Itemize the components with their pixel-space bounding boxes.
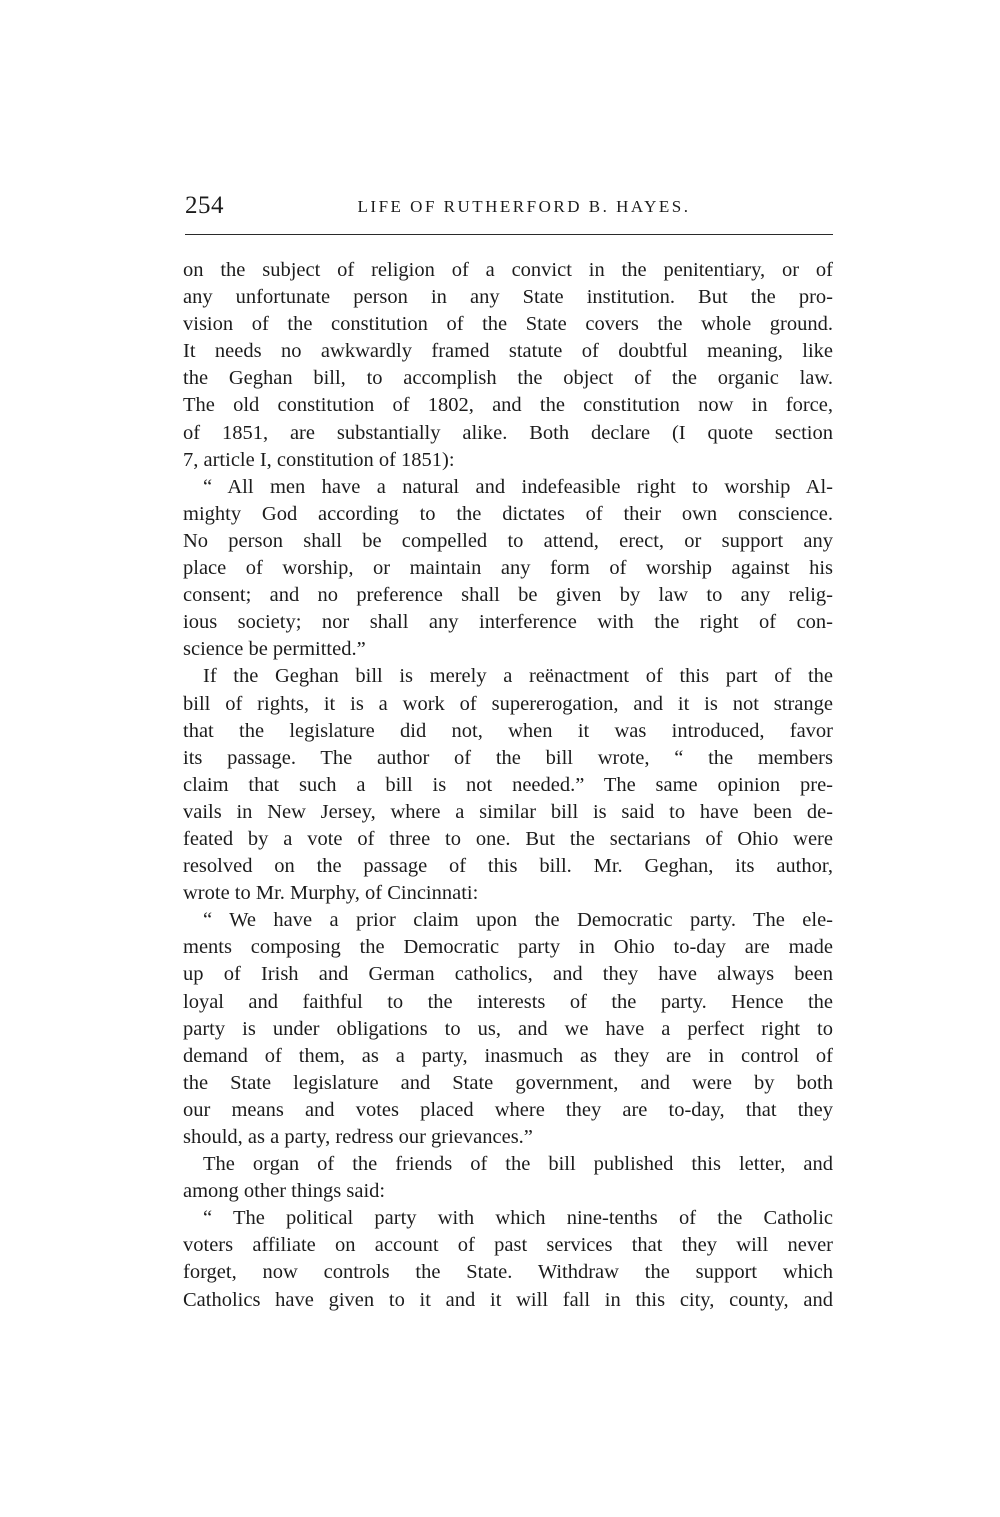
- text-line: It needs no awkwardly framed statute of doubtful meaning, like: [183, 340, 833, 363]
- text-line: of 1851, are substantially alike. Both declare (I quote section: [183, 421, 833, 444]
- running-title: LIFE OF RUTHERFORD B. HAYES.: [357, 197, 691, 216]
- text-line: If the Geghan bill is merely a reënactment of this part of the: [203, 665, 833, 688]
- text-line: demand of them, as a party, inasmuch as they are in control of: [183, 1044, 833, 1067]
- text-line: claim that such a bill is not needed.” The same opinion pre-: [183, 773, 833, 796]
- text-line: vision of the constitution of the State covers the whole ground.: [183, 313, 833, 336]
- text-line: its passage. The author of the bill wrote, “ the members: [183, 746, 833, 769]
- text-line: “ We have a prior claim upon the Democratic party. The ele-: [203, 909, 833, 932]
- text-line: that the legislature did not, when it was introduced, favor: [183, 719, 833, 742]
- text-line: feated by a vote of three to one. But the sectarians of Ohio were: [183, 827, 833, 850]
- text-line: up of Irish and German catholics, and they have always been: [183, 963, 833, 986]
- text-line: consent; and no preference shall be given by law to any relig-: [183, 584, 833, 607]
- text-line: place of worship, or maintain any form of worship against his: [183, 557, 833, 580]
- text-line: our means and votes placed where they are to-day, that they: [183, 1098, 833, 1121]
- page-header: [185, 192, 833, 232]
- text-line: “ The political party with which nine-tenths of the Catholic: [203, 1207, 833, 1230]
- text-line: voters affiliate on account of past services that they will never: [183, 1234, 833, 1257]
- text-line: vails in New Jersey, where a similar bill is said to have been de-: [183, 800, 833, 823]
- text-line: “ All men have a natural and indefeasible right to worship Al-: [203, 475, 833, 498]
- text-line: any unfortunate person in any State institution. But the pro-: [183, 286, 833, 309]
- text-line: mighty God according to the dictates of their own conscience.: [183, 502, 833, 525]
- page-number: 254: [185, 192, 224, 219]
- text-line: resolved on the passage of this bill. Mr. Geghan, its author,: [183, 855, 833, 878]
- text-line: science be permitted.”: [183, 638, 366, 661]
- text-line: bill of rights, it is a work of supererogation, and it is not strange: [183, 692, 833, 715]
- text-line: ious society; nor shall any interference with the right of con-: [183, 611, 833, 634]
- text-line: The old constitution of 1802, and the constitution now in force,: [183, 394, 833, 417]
- text-line: forget, now controls the State. Withdraw the support which: [183, 1261, 833, 1284]
- text-line: party is under obligations to us, and we have a perfect right to: [183, 1017, 833, 1040]
- text-line: 7, article I, constitution of 1851):: [183, 448, 455, 471]
- header-rule: [185, 234, 833, 235]
- text-line: the State legislature and State government, and were by both: [183, 1071, 833, 1094]
- body-text: [183, 257, 833, 1314]
- text-line: ments composing the Democratic party in Ohio to-day are made: [183, 936, 833, 959]
- text-line: wrote to Mr. Murphy, of Cincinnati:: [183, 882, 479, 905]
- text-line: Catholics have given to it and it will fall in this city, county, and: [183, 1288, 833, 1311]
- text-line: the Geghan bill, to accomplish the object of the organic law.: [183, 367, 833, 390]
- text-line: should, as a party, redress our grievances.”: [183, 1126, 533, 1148]
- text-line: on the subject of religion of a convict in the penitentiary, or of: [183, 259, 833, 281]
- text-line: among other things said:: [183, 1180, 386, 1203]
- text-line: loyal and faithful to the interests of the party. Hence the: [183, 990, 833, 1013]
- text-line: The organ of the friends of the bill published this letter, and: [203, 1153, 833, 1176]
- text-line: No person shall be compelled to attend, erect, or support any: [183, 529, 833, 552]
